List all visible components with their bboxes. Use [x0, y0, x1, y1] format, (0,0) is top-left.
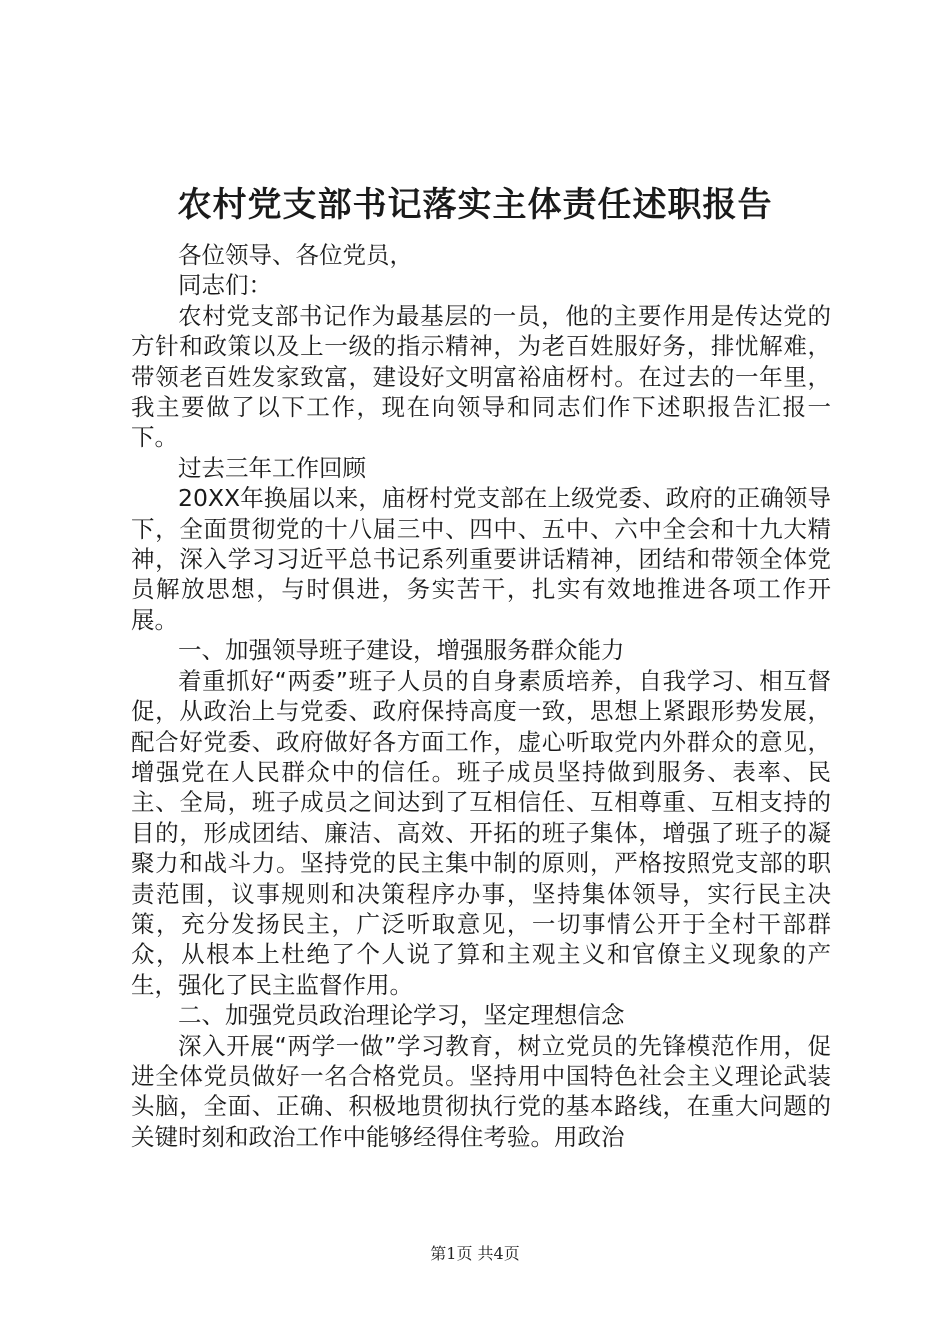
- body-paragraph: 深入开展“两学一做”学习教育，树立党员的先锋模范作用，促进全体党员做好一名合格党员。坚持用中国特色社会主义理论武装头脑，全面、正确、积极地贯彻执行党的基本路线，在重大问题的关键时刻和政治工作中能够经得住考验。用政治: [131, 1031, 831, 1151]
- body-paragraph: 着重抓好“两委”班子人员的自身素质培养，自我学习、相互督促，从政治上与党委、政府保持高度一致，思想上紧跟形势发展，配合好党委、政府做好各方面工作，虚心听取党内外群众的意见，增强党在人民群众中的信任。班子成员坚持做到服务、表率、民主、全局，班子成员之间达到了互相信任、互相尊重、互相支持的目的，形成团结、廉洁、高效、开拓的班子集体，增强了班子的凝聚力和战斗力。坚持党的民主集中制的原则，严格按照党支部的职责范围，议事规则和决策程序办事，坚持集体领导，实行民主决策，充分发扬民主，广泛听取意见，一切事情公开于全村干部群众，从根本上杜绝了个人说了算和主观主义和官僚主义现象的产生，强化了民主监督作用。: [131, 666, 831, 999]
- section-heading: 过去三年工作回顾: [178, 453, 366, 482]
- page-number-footer: 第1页 共4页: [430, 1244, 520, 1263]
- body-paragraph: 农村党支部书记作为最基层的一员，他的主要作用是传达党的方针和政策以及上一级的指示精神，为老百姓服好务，排忧解难，带领老百姓发家致富，建设好文明富裕庙枒村。在过去的一年里，我主要做了以下工作，现在向领导和同志们作下述职报告汇报一下。: [131, 301, 831, 452]
- salutation-line: 同志们：: [178, 271, 272, 300]
- salutation-line: 各位领导、各位党员，: [178, 241, 413, 269]
- document-body: [131, 240, 831, 1152]
- section-heading: 二、加强党员政治理论学习，坚定理想信念: [178, 1001, 625, 1030]
- section-heading: 一、加强领导班子建设，增强服务群众能力: [178, 636, 625, 665]
- document-title: 农村党支部书记落实主体责任述职报告: [177, 185, 773, 225]
- body-paragraph: 20XX年换届以来，庙枒村党支部在上级党委、政府的正确领导下，全面贯彻党的十八届三中、四中、五中、六中全会和十九大精神，深入学习习近平总书记系列重要讲话精神，团结和带领全体党员解放思想，与时俱进，务实苦干，扎实有效地推进各项工作开展。: [131, 484, 831, 634]
